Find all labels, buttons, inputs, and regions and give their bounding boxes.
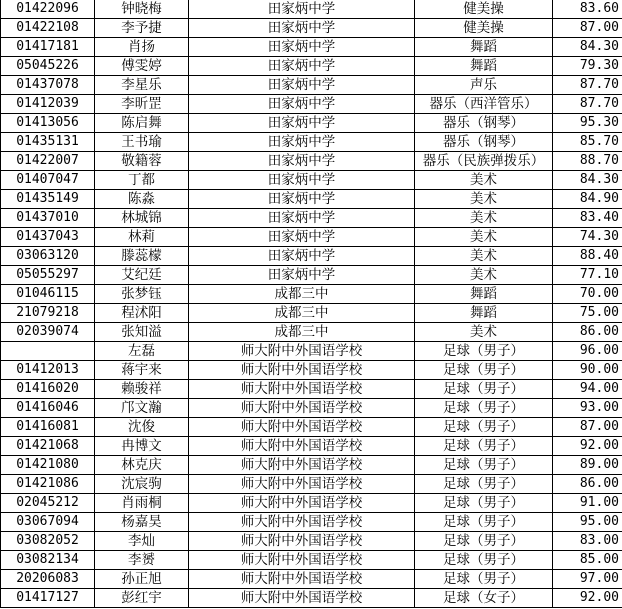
cell-student-id[interactable]: 01421080 [1, 456, 95, 475]
cell-student-name[interactable]: 冉博文 [95, 437, 189, 456]
cell-student-name[interactable]: 敬籍蓉 [95, 152, 189, 171]
cell-student-id[interactable]: 05045226 [1, 57, 95, 76]
cell-school[interactable]: 田家炳中学 [189, 133, 415, 152]
cell-student-name[interactable]: 张知溢 [95, 323, 189, 342]
table-row [1, 95, 622, 114]
cell-specialty[interactable]: 美术 [415, 266, 553, 285]
cell-student-name[interactable]: 林城锦 [95, 209, 189, 228]
table-row [1, 456, 622, 475]
cell-student-name[interactable]: 李星乐 [95, 76, 189, 95]
cell-student-name[interactable]: 沈俊 [95, 418, 189, 437]
cell-score[interactable]: 90.00 [553, 361, 622, 380]
table-row [1, 513, 622, 532]
cell-student-name[interactable]: 李赟 [95, 551, 189, 570]
cell-student-id[interactable]: 01422096 [1, 0, 95, 19]
cell-student-name[interactable]: 彭红宇 [95, 589, 189, 608]
cell-student-id[interactable]: 03082052 [1, 532, 95, 551]
cell-school[interactable]: 田家炳中学 [189, 57, 415, 76]
cell-score[interactable]: 97.00 [553, 570, 622, 589]
cell-score[interactable]: 87.70 [553, 76, 622, 95]
cell-score[interactable]: 83.60 [553, 0, 622, 19]
cell-school[interactable]: 田家炳中学 [189, 171, 415, 190]
cell-score[interactable]: 79.30 [553, 57, 622, 76]
cell-school[interactable]: 田家炳中学 [189, 190, 415, 209]
cell-school[interactable]: 师大附中外国语学校 [189, 513, 415, 532]
cell-student-id[interactable]: 05055297 [1, 266, 95, 285]
cell-student-id[interactable] [1, 342, 95, 361]
cell-school[interactable]: 田家炳中学 [189, 152, 415, 171]
cell-specialty[interactable]: 足球（男子） [415, 456, 553, 475]
cell-student-id[interactable]: 01437010 [1, 209, 95, 228]
cell-score[interactable]: 84.30 [553, 171, 622, 190]
cell-specialty[interactable]: 足球（男子） [415, 475, 553, 494]
cell-student-name[interactable]: 肖雨桐 [95, 494, 189, 513]
cell-score[interactable]: 88.70 [553, 152, 622, 171]
table-row [1, 209, 622, 228]
table-row [1, 437, 622, 456]
cell-school[interactable]: 田家炳中学 [189, 76, 415, 95]
cell-specialty[interactable]: 足球（男子） [415, 342, 553, 361]
cell-student-id[interactable]: 01435131 [1, 133, 95, 152]
cell-student-name[interactable]: 孙正旭 [95, 570, 189, 589]
table-row [1, 342, 622, 361]
table-row [1, 475, 622, 494]
table-row [1, 285, 622, 304]
cell-specialty[interactable]: 舞蹈 [415, 304, 553, 323]
cell-score[interactable]: 93.00 [553, 399, 622, 418]
table-row [1, 228, 622, 247]
cell-school[interactable]: 师大附中外国语学校 [189, 342, 415, 361]
cell-school[interactable]: 成都三中 [189, 323, 415, 342]
cell-score[interactable]: 70.00 [553, 285, 622, 304]
cell-student-name[interactable]: 王书瑜 [95, 133, 189, 152]
cell-student-name[interactable]: 李灿 [95, 532, 189, 551]
table-row [1, 494, 622, 513]
cell-school[interactable]: 田家炳中学 [189, 95, 415, 114]
cell-specialty[interactable]: 足球（男子） [415, 532, 553, 551]
cell-school[interactable]: 田家炳中学 [189, 247, 415, 266]
table-row [1, 532, 622, 551]
cell-student-id[interactable]: 03063120 [1, 247, 95, 266]
cell-score[interactable]: 95.30 [553, 114, 622, 133]
table-row [1, 589, 622, 608]
cell-student-name[interactable]: 邝文瀚 [95, 399, 189, 418]
cell-specialty[interactable]: 器乐（钢琴） [415, 133, 553, 152]
table-row [1, 266, 622, 285]
cell-student-name[interactable]: 蒋宇来 [95, 361, 189, 380]
cell-student-id[interactable]: 01417181 [1, 38, 95, 57]
cell-score[interactable]: 95.00 [553, 513, 622, 532]
cell-score[interactable]: 86.00 [553, 475, 622, 494]
cell-school[interactable]: 田家炳中学 [189, 0, 415, 19]
cell-school[interactable]: 成都三中 [189, 285, 415, 304]
cell-school[interactable]: 师大附中外国语学校 [189, 361, 415, 380]
cell-student-id[interactable]: 01412039 [1, 95, 95, 114]
cell-student-name[interactable]: 程沭阳 [95, 304, 189, 323]
cell-score[interactable]: 77.10 [553, 266, 622, 285]
cell-student-name[interactable]: 肖扬 [95, 38, 189, 57]
cell-school[interactable]: 师大附中外国语学校 [189, 532, 415, 551]
cell-specialty[interactable]: 足球（女子） [415, 589, 553, 608]
cell-score[interactable]: 86.00 [553, 323, 622, 342]
cell-student-id[interactable]: 01046115 [1, 285, 95, 304]
cell-student-name[interactable]: 艾纪廷 [95, 266, 189, 285]
cell-student-id[interactable]: 01407047 [1, 171, 95, 190]
cell-student-name[interactable]: 林莉 [95, 228, 189, 247]
cell-student-id[interactable]: 01435149 [1, 190, 95, 209]
cell-school[interactable]: 师大附中外国语学校 [189, 399, 415, 418]
cell-student-id[interactable]: 02045212 [1, 494, 95, 513]
cell-specialty[interactable]: 足球（男子） [415, 494, 553, 513]
cell-student-id[interactable]: 01417127 [1, 589, 95, 608]
cell-score[interactable]: 75.00 [553, 304, 622, 323]
cell-student-id[interactable]: 01416081 [1, 418, 95, 437]
cell-specialty[interactable]: 美术 [415, 228, 553, 247]
cell-school[interactable]: 田家炳中学 [189, 114, 415, 133]
cell-student-id[interactable]: 01416020 [1, 380, 95, 399]
cell-student-id[interactable]: 01412013 [1, 361, 95, 380]
cell-school[interactable]: 成都三中 [189, 304, 415, 323]
cell-school[interactable]: 田家炳中学 [189, 209, 415, 228]
cell-student-id[interactable]: 02039074 [1, 323, 95, 342]
cell-school[interactable]: 师大附中外国语学校 [189, 589, 415, 608]
table-row [1, 38, 622, 57]
table-row [1, 57, 622, 76]
cell-specialty[interactable]: 舞蹈 [415, 38, 553, 57]
cell-score[interactable]: 87.00 [553, 19, 622, 38]
cell-student-name[interactable]: 陈启舞 [95, 114, 189, 133]
cell-score[interactable]: 92.00 [553, 589, 622, 608]
table-row [1, 380, 622, 399]
cell-school[interactable]: 田家炳中学 [189, 228, 415, 247]
cell-student-name[interactable]: 李昕罡 [95, 95, 189, 114]
table-row [1, 171, 622, 190]
cell-student-name[interactable]: 林克庆 [95, 456, 189, 475]
table-row [1, 0, 622, 19]
cell-school[interactable]: 田家炳中学 [189, 266, 415, 285]
cell-school[interactable]: 师大附中外国语学校 [189, 551, 415, 570]
cell-student-name[interactable]: 丁都 [95, 171, 189, 190]
cell-specialty[interactable]: 美术 [415, 190, 553, 209]
cell-student-name[interactable]: 左磊 [95, 342, 189, 361]
cell-student-id[interactable]: 01422007 [1, 152, 95, 171]
cell-specialty[interactable]: 器乐（西洋管乐） [415, 95, 553, 114]
table-row [1, 304, 622, 323]
cell-student-name[interactable]: 陈淼 [95, 190, 189, 209]
cell-specialty[interactable]: 声乐 [415, 76, 553, 95]
cell-score[interactable]: 85.00 [553, 551, 622, 570]
cell-score[interactable]: 83.00 [553, 532, 622, 551]
table-row [1, 570, 622, 589]
cell-specialty[interactable]: 舞蹈 [415, 285, 553, 304]
cell-student-id[interactable]: 01422108 [1, 19, 95, 38]
cell-student-id[interactable]: 01437078 [1, 76, 95, 95]
cell-school[interactable]: 师大附中外国语学校 [189, 437, 415, 456]
cell-score[interactable]: 74.30 [553, 228, 622, 247]
table-row [1, 247, 622, 266]
cell-school[interactable]: 师大附中外国语学校 [189, 418, 415, 437]
table-row [1, 133, 622, 152]
cell-student-id[interactable]: 01421086 [1, 475, 95, 494]
table-body [1, 0, 622, 608]
table-row [1, 190, 622, 209]
cell-specialty[interactable]: 美术 [415, 209, 553, 228]
cell-school[interactable]: 田家炳中学 [189, 19, 415, 38]
cell-specialty[interactable]: 健美操 [415, 19, 553, 38]
cell-student-id[interactable]: 20206083 [1, 570, 95, 589]
cell-student-id[interactable]: 03082134 [1, 551, 95, 570]
cell-specialty[interactable]: 足球（男子） [415, 380, 553, 399]
cell-score[interactable]: 88.40 [553, 247, 622, 266]
cell-school[interactable]: 师大附中外国语学校 [189, 494, 415, 513]
cell-specialty[interactable]: 足球（男子） [415, 399, 553, 418]
cell-score[interactable]: 84.90 [553, 190, 622, 209]
cell-score[interactable]: 87.00 [553, 418, 622, 437]
table-row [1, 361, 622, 380]
cell-student-id[interactable]: 01437043 [1, 228, 95, 247]
cell-score[interactable]: 84.30 [553, 38, 622, 57]
cell-score[interactable]: 96.00 [553, 342, 622, 361]
cell-student-name[interactable]: 赖骏祥 [95, 380, 189, 399]
cell-school[interactable]: 师大附中外国语学校 [189, 570, 415, 589]
table-row [1, 551, 622, 570]
cell-school[interactable]: 师大附中外国语学校 [189, 380, 415, 399]
cell-student-name[interactable]: 李予捷 [95, 19, 189, 38]
table-row [1, 323, 622, 342]
table-row [1, 152, 622, 171]
cell-score[interactable]: 91.00 [553, 494, 622, 513]
table-row [1, 76, 622, 95]
cell-student-name[interactable]: 杨嘉昊 [95, 513, 189, 532]
table-row [1, 19, 622, 38]
cell-score[interactable]: 87.70 [553, 95, 622, 114]
cell-student-id[interactable]: 03067094 [1, 513, 95, 532]
cell-score[interactable]: 85.70 [553, 133, 622, 152]
cell-specialty[interactable]: 舞蹈 [415, 57, 553, 76]
cell-school[interactable]: 师大附中外国语学校 [189, 475, 415, 494]
cell-specialty[interactable]: 美术 [415, 323, 553, 342]
cell-student-name[interactable]: 傅雯婷 [95, 57, 189, 76]
table-row [1, 399, 622, 418]
cell-score[interactable]: 92.00 [553, 437, 622, 456]
cell-specialty[interactable]: 器乐（钢琴） [415, 114, 553, 133]
cell-score[interactable]: 83.40 [553, 209, 622, 228]
cell-specialty[interactable]: 器乐（民族弹拨乐） [415, 152, 553, 171]
cell-specialty[interactable]: 足球（男子） [415, 361, 553, 380]
cell-student-id[interactable]: 01421068 [1, 437, 95, 456]
cell-specialty[interactable]: 美术 [415, 247, 553, 266]
cell-score[interactable]: 89.00 [553, 456, 622, 475]
cell-specialty[interactable]: 足球（男子） [415, 570, 553, 589]
cell-score[interactable]: 94.00 [553, 380, 622, 399]
cell-school[interactable]: 师大附中外国语学校 [189, 456, 415, 475]
cell-specialty[interactable]: 美术 [415, 171, 553, 190]
cell-student-name[interactable]: 张梦钰 [95, 285, 189, 304]
cell-school[interactable]: 田家炳中学 [189, 38, 415, 57]
cell-specialty[interactable]: 足球（男子） [415, 513, 553, 532]
table-row [1, 114, 622, 133]
cell-specialty[interactable]: 足球（男子） [415, 551, 553, 570]
cell-student-name[interactable]: 滕蕊檬 [95, 247, 189, 266]
cell-student-name[interactable]: 钟晓梅 [95, 0, 189, 19]
cell-specialty[interactable]: 健美操 [415, 0, 553, 19]
table-row [1, 418, 622, 437]
cell-specialty[interactable]: 足球（男子） [415, 418, 553, 437]
cell-student-name[interactable]: 沈宸驹 [95, 475, 189, 494]
cell-student-id[interactable]: 21079218 [1, 304, 95, 323]
cell-specialty[interactable]: 足球（男子） [415, 437, 553, 456]
cell-student-id[interactable]: 01416046 [1, 399, 95, 418]
cell-student-id[interactable]: 01413056 [1, 114, 95, 133]
